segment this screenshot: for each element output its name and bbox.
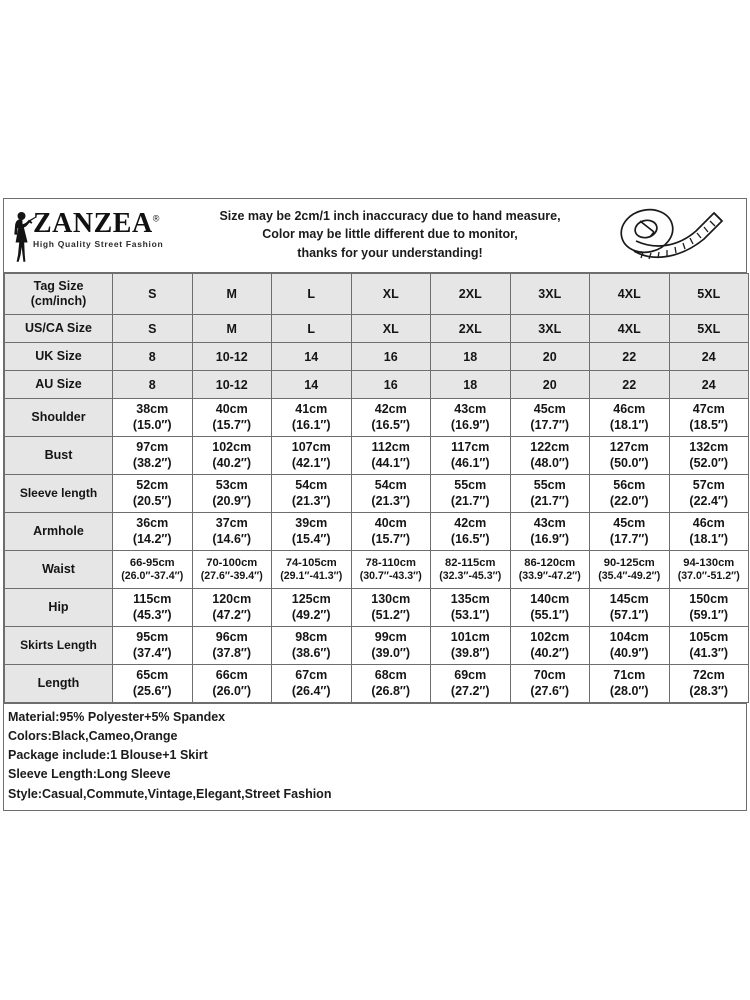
row-label-waist: Waist	[5, 551, 113, 589]
cell-au-size-5xl: 24	[669, 371, 749, 399]
cell-value-cm: 37cm	[215, 515, 248, 530]
cell-waist-l	[272, 551, 352, 589]
cell-value-cm: 42cm	[374, 401, 407, 416]
row-label-uk-size: UK Size	[5, 343, 113, 371]
cell-value-inch: (20.5″)	[132, 493, 172, 508]
cell-value-cm: 36cm	[136, 515, 169, 530]
cell-value-inch: (25.6″)	[132, 683, 172, 698]
cell-au-size-xl: 16	[351, 371, 431, 399]
cell-value-cm: 70cm	[533, 667, 566, 682]
cell-au-size-l: 14	[272, 371, 352, 399]
cell-value-cm: 104cm	[609, 629, 649, 644]
cell-value-cm: 39cm	[295, 515, 328, 530]
cell-value-inch: (40.9″)	[609, 645, 649, 660]
cell-value-cm: 132cm	[689, 439, 729, 454]
row-label-hip: Hip	[5, 589, 113, 627]
cell-value-cm: 115cm	[133, 591, 172, 606]
row-label-line-2: (cm/inch)	[30, 294, 87, 308]
cell-tag-size-4xl: 4XL	[590, 274, 670, 315]
cell-value-inch: (14.2″)	[132, 531, 172, 546]
cell-value-inch: (27.6″-39.4″)	[200, 569, 263, 582]
table-row-length	[5, 665, 749, 703]
cell-value-inch: (39.0″)	[371, 645, 411, 660]
cell-value-cm: 41cm	[295, 401, 328, 416]
cell-us-ca-size-l: L	[272, 315, 352, 343]
row-label-us-ca-size: US/CA Size	[5, 315, 113, 343]
cell-us-ca-size-xl: XL	[351, 315, 431, 343]
cell-hip-s	[113, 589, 193, 627]
cell-value-cm: 55cm	[454, 477, 487, 492]
size-chart-frame	[3, 198, 747, 811]
table-row-tag-size	[5, 274, 749, 315]
cell-us-ca-size-3xl: 3XL	[510, 315, 590, 343]
cell-value-inch: (40.2″)	[530, 645, 570, 660]
cell-length-2xl	[431, 665, 511, 703]
cell-value-cm: 102cm	[212, 439, 252, 454]
spec-package: Package include:1 Blouse+1 Skirt	[8, 748, 208, 763]
cell-value-cm: 67cm	[295, 667, 328, 682]
cell-bust-5xl	[669, 437, 749, 475]
cell-value-inch: (28.0″)	[609, 683, 649, 698]
cell-uk-size-5xl: 24	[669, 343, 749, 371]
brand-name	[33, 210, 160, 238]
cell-value-cm: 46cm	[613, 401, 646, 416]
cell-length-4xl	[590, 665, 670, 703]
cell-value-cm: 94-130cm	[683, 556, 735, 569]
cell-value-inch: (40.2″)	[212, 455, 252, 470]
table-row-hip	[5, 589, 749, 627]
cell-value-cm: 45cm	[613, 515, 646, 530]
cell-value-cm: 54cm	[374, 477, 407, 492]
cell-value-inch: (16.9″)	[450, 417, 490, 432]
cell-value-cm: 38cm	[136, 401, 169, 416]
cell-armhole-4xl	[590, 513, 670, 551]
cell-uk-size-xl: 16	[351, 343, 431, 371]
cell-length-3xl	[510, 665, 590, 703]
cell-value-cm: 57cm	[692, 477, 725, 492]
cell-waist-m	[192, 551, 272, 589]
cell-value-inch: (50.0″)	[609, 455, 649, 470]
cell-au-size-2xl: 18	[431, 371, 511, 399]
cell-tag-size-5xl: 5XL	[669, 274, 749, 315]
cell-us-ca-size-4xl: 4XL	[590, 315, 670, 343]
cell-value-inch: (48.0″)	[530, 455, 570, 470]
cell-value-inch: (59.1″)	[689, 607, 729, 622]
cell-value-cm: 69cm	[454, 667, 487, 682]
cell-value-cm: 97cm	[136, 439, 169, 454]
cell-length-5xl	[669, 665, 749, 703]
cell-armhole-s	[113, 513, 193, 551]
cell-value-cm: 71cm	[613, 667, 646, 682]
disclaimer-line-2: Color may be little different due to monitor,	[262, 227, 518, 242]
cell-value-cm: 120cm	[212, 591, 252, 606]
cell-value-inch: (18.5″)	[689, 417, 729, 432]
cell-uk-size-2xl: 18	[431, 343, 511, 371]
cell-value-cm: 112cm	[371, 439, 410, 454]
cell-value-cm: 127cm	[609, 439, 649, 454]
cell-sleeve-length-5xl	[669, 475, 749, 513]
cell-value-cm: 66cm	[215, 667, 248, 682]
cell-uk-size-4xl: 22	[590, 343, 670, 371]
cell-skirts-length-m	[192, 627, 272, 665]
cell-armhole-5xl	[669, 513, 749, 551]
cell-value-cm: 99cm	[374, 629, 407, 644]
cell-value-cm: 122cm	[530, 439, 570, 454]
cell-hip-xl	[351, 589, 431, 627]
cell-value-cm: 117cm	[451, 439, 490, 454]
cell-value-inch: (26.4″)	[291, 683, 331, 698]
cell-value-cm: 43cm	[454, 401, 487, 416]
cell-value-cm: 96cm	[215, 629, 248, 644]
cell-value-inch: (16.5″)	[371, 417, 411, 432]
cell-value-inch: (14.6″)	[212, 531, 252, 546]
cell-hip-m	[192, 589, 272, 627]
cell-value-inch: (42.1″)	[291, 455, 331, 470]
cell-waist-3xl	[510, 551, 590, 589]
cell-bust-xl	[351, 437, 431, 475]
table-row-armhole	[5, 513, 749, 551]
cell-au-size-3xl: 20	[510, 371, 590, 399]
cell-uk-size-l: 14	[272, 343, 352, 371]
cell-sleeve-length-xl	[351, 475, 431, 513]
cell-value-inch: (32.3″-45.3″)	[439, 569, 502, 582]
cell-value-inch: (27.2″)	[450, 683, 490, 698]
disclaimer-line-3: thanks for your understanding!	[297, 245, 483, 260]
cell-shoulder-5xl	[669, 399, 749, 437]
cell-value-inch: (52.0″)	[689, 455, 729, 470]
row-label-bust: Bust	[5, 437, 113, 475]
cell-value-inch: (57.1″)	[609, 607, 649, 622]
cell-tag-size-l: L	[272, 274, 352, 315]
chart-header-banner	[4, 199, 746, 273]
cell-armhole-3xl	[510, 513, 590, 551]
cell-length-xl	[351, 665, 431, 703]
cell-value-inch: (41.3″)	[689, 645, 729, 660]
row-label-line-1: Tag Size	[33, 279, 84, 294]
cell-value-inch: (26.8″)	[371, 683, 411, 698]
cell-shoulder-s	[113, 399, 193, 437]
cell-value-cm: 78-110cm	[365, 556, 416, 569]
cell-tag-size-s: S	[113, 274, 193, 315]
cell-skirts-length-xl	[351, 627, 431, 665]
cell-us-ca-size-2xl: 2XL	[431, 315, 511, 343]
row-label-au-size: AU Size	[5, 371, 113, 399]
cell-value-cm: 90-125cm	[603, 556, 655, 569]
cell-value-inch: (49.2″)	[291, 607, 331, 622]
measuring-tape-icon	[596, 207, 746, 265]
cell-shoulder-m	[192, 399, 272, 437]
cell-value-inch: (37.4″)	[132, 645, 172, 660]
cell-value-cm: 130cm	[371, 591, 411, 606]
spec-sleeve-length: Sleeve Length:Long Sleeve	[8, 767, 171, 782]
cell-length-l	[272, 665, 352, 703]
table-row-us-ca-size	[5, 315, 749, 343]
cell-shoulder-2xl	[431, 399, 511, 437]
brand-logo	[4, 208, 184, 263]
cell-skirts-length-4xl	[590, 627, 670, 665]
cell-hip-4xl	[590, 589, 670, 627]
cell-value-inch: (44.1″)	[371, 455, 411, 470]
cell-length-m	[192, 665, 272, 703]
cell-value-cm: 95cm	[136, 629, 169, 644]
cell-value-inch: (26.0″-37.4″)	[121, 569, 184, 582]
cell-shoulder-4xl	[590, 399, 670, 437]
cell-value-cm: 102cm	[530, 629, 570, 644]
cell-value-inch: (53.1″)	[450, 607, 490, 622]
cell-skirts-length-l	[272, 627, 352, 665]
cell-value-cm: 135cm	[450, 591, 490, 606]
cell-value-inch: (38.2″)	[132, 455, 172, 470]
table-row-shoulder	[5, 399, 749, 437]
cell-value-inch: (28.3″)	[689, 683, 729, 698]
cell-uk-size-m: 10-12	[192, 343, 272, 371]
cell-value-cm: 52cm	[136, 477, 169, 492]
cell-value-cm: 145cm	[609, 591, 649, 606]
cell-value-inch: (30.7″-43.3″)	[359, 569, 422, 582]
cell-us-ca-size-m: M	[192, 315, 272, 343]
brand-tagline: High Quality Street Fashion	[33, 239, 164, 249]
cell-tag-size-2xl: 2XL	[431, 274, 511, 315]
cell-au-size-s: 8	[113, 371, 193, 399]
cell-value-inch: (21.7″)	[450, 493, 490, 508]
cell-tag-size-m: M	[192, 274, 272, 315]
cell-us-ca-size-s: S	[113, 315, 193, 343]
cell-value-cm: 66-95cm	[129, 556, 175, 569]
spec-colors: Colors:Black,Cameo,Orange	[8, 729, 178, 744]
cell-value-inch: (21.3″)	[371, 493, 411, 508]
spec-material: Material:95% Polyester+5% Spandex	[8, 710, 226, 724]
cell-shoulder-l	[272, 399, 352, 437]
cell-skirts-length-3xl	[510, 627, 590, 665]
cell-value-inch: (16.1″)	[291, 417, 331, 432]
cell-hip-l	[272, 589, 352, 627]
cell-hip-2xl	[431, 589, 511, 627]
cell-value-inch: (21.7″)	[530, 493, 570, 508]
cell-sleeve-length-2xl	[431, 475, 511, 513]
cell-value-cm: 47cm	[692, 401, 725, 416]
cell-value-inch: (35.4″-49.2″)	[598, 569, 661, 582]
cell-value-inch: (18.1″)	[609, 417, 649, 432]
cell-value-inch: (18.1″)	[689, 531, 729, 546]
cell-value-inch: (29.1″-41.3″)	[280, 569, 343, 582]
cell-value-inch: (55.1″)	[530, 607, 570, 622]
cell-us-ca-size-5xl: 5XL	[669, 315, 749, 343]
cell-value-inch: (20.9″)	[212, 493, 252, 508]
cell-value-inch: (38.6″)	[291, 645, 331, 660]
cell-value-inch: (15.7″)	[212, 417, 252, 432]
registered-trademark-icon: ®	[152, 213, 160, 224]
cell-shoulder-3xl	[510, 399, 590, 437]
cell-value-cm: 55cm	[533, 477, 566, 492]
cell-waist-s	[113, 551, 193, 589]
cell-value-cm: 42cm	[454, 515, 487, 530]
cell-sleeve-length-m	[192, 475, 272, 513]
cell-uk-size-s: 8	[113, 343, 193, 371]
cell-value-inch: (33.9″-47.2″)	[518, 569, 581, 582]
disclaimer-notes	[184, 207, 596, 263]
table-row-bust	[5, 437, 749, 475]
cell-value-inch: (27.6″)	[530, 683, 570, 698]
cell-value-cm: 101cm	[450, 629, 490, 644]
cell-value-cm: 70-100cm	[206, 556, 258, 569]
cell-value-inch: (45.3″)	[132, 607, 172, 622]
cell-armhole-2xl	[431, 513, 511, 551]
cell-waist-5xl	[669, 551, 749, 589]
cell-value-inch: (21.3″)	[291, 493, 331, 508]
cell-armhole-m	[192, 513, 272, 551]
cell-bust-m	[192, 437, 272, 475]
cell-value-cm: 150cm	[689, 591, 729, 606]
cell-skirts-length-5xl	[669, 627, 749, 665]
row-label-shoulder: Shoulder	[5, 399, 113, 437]
cell-au-size-m: 10-12	[192, 371, 272, 399]
cell-value-inch: (17.7″)	[609, 531, 649, 546]
spec-style: Style:Casual,Commute,Vintage,Elegant,Street Fashion	[8, 786, 332, 801]
cell-value-inch: (37.0″-51.2″)	[677, 569, 740, 582]
cell-value-cm: 107cm	[291, 439, 331, 454]
row-label-tag-size	[5, 274, 113, 315]
cell-hip-3xl	[510, 589, 590, 627]
table-row-waist	[5, 551, 749, 589]
cell-sleeve-length-l	[272, 475, 352, 513]
cell-sleeve-length-s	[113, 475, 193, 513]
cell-waist-4xl	[590, 551, 670, 589]
cell-value-inch: (51.2″)	[371, 607, 411, 622]
row-label-armhole: Armhole	[5, 513, 113, 551]
cell-au-size-4xl: 22	[590, 371, 670, 399]
brand-name-text: ZANZEA	[33, 208, 153, 239]
cell-value-inch: (46.1″)	[450, 455, 490, 470]
cell-hip-5xl	[669, 589, 749, 627]
cell-value-cm: 68cm	[374, 667, 407, 682]
cell-value-inch: (15.4″)	[291, 531, 331, 546]
cell-value-inch: (15.7″)	[371, 531, 411, 546]
disclaimer-line-1: Size may be 2cm/1 inch inaccuracy due to hand measure,	[219, 209, 561, 224]
cell-value-cm: 53cm	[215, 477, 248, 492]
cell-length-s	[113, 665, 193, 703]
cell-value-cm: 140cm	[530, 591, 570, 606]
cell-value-inch: (15.0″)	[132, 417, 172, 432]
cell-value-inch: (22.4″)	[689, 493, 729, 508]
table-row-skirts-length	[5, 627, 749, 665]
cell-waist-xl	[351, 551, 431, 589]
size-table	[4, 273, 749, 703]
cell-value-cm: 45cm	[533, 401, 566, 416]
cell-value-cm: 56cm	[613, 477, 646, 492]
cell-value-inch: (22.0″)	[609, 493, 649, 508]
cell-value-cm: 54cm	[295, 477, 328, 492]
cell-value-inch: (37.8″)	[212, 645, 252, 660]
cell-value-cm: 86-120cm	[524, 556, 576, 569]
cell-armhole-l	[272, 513, 352, 551]
cell-bust-s	[113, 437, 193, 475]
cell-value-cm: 46cm	[692, 515, 725, 530]
cell-value-cm: 74-105cm	[285, 556, 337, 569]
cell-uk-size-3xl: 20	[510, 343, 590, 371]
product-specs	[4, 703, 746, 810]
brand-wordmark	[33, 210, 163, 249]
cell-value-inch: (47.2″)	[212, 607, 252, 622]
cell-bust-3xl	[510, 437, 590, 475]
cell-sleeve-length-4xl	[590, 475, 670, 513]
cell-tag-size-3xl: 3XL	[510, 274, 590, 315]
table-row-uk-size	[5, 343, 749, 371]
table-row-au-size	[5, 371, 749, 399]
cell-value-cm: 105cm	[689, 629, 729, 644]
cell-value-cm: 65cm	[136, 667, 169, 682]
table-row-sleeve-length	[5, 475, 749, 513]
cell-value-inch: (39.8″)	[450, 645, 490, 660]
cell-sleeve-length-3xl	[510, 475, 590, 513]
cell-value-cm: 125cm	[291, 591, 331, 606]
cell-value-inch: (26.0″)	[212, 683, 252, 698]
cell-value-inch: (17.7″)	[530, 417, 570, 432]
cell-value-cm: 98cm	[295, 629, 328, 644]
row-label-skirts-length: Skirts Length	[5, 627, 113, 665]
cell-value-cm: 82-115cm	[445, 556, 496, 569]
cell-skirts-length-2xl	[431, 627, 511, 665]
cell-value-inch: (16.5″)	[450, 531, 490, 546]
cell-waist-2xl	[431, 551, 511, 589]
cell-value-inch: (16.9″)	[530, 531, 570, 546]
cell-tag-size-xl: XL	[351, 274, 431, 315]
cell-value-cm: 40cm	[374, 515, 407, 530]
cell-bust-4xl	[590, 437, 670, 475]
cell-skirts-length-s	[113, 627, 193, 665]
cell-value-cm: 43cm	[533, 515, 566, 530]
row-label-length: Length	[5, 665, 113, 703]
cell-armhole-xl	[351, 513, 431, 551]
cell-shoulder-xl	[351, 399, 431, 437]
cell-value-cm: 72cm	[692, 667, 725, 682]
cell-value-cm: 40cm	[215, 401, 248, 416]
cell-bust-2xl	[431, 437, 511, 475]
cell-bust-l	[272, 437, 352, 475]
row-label-sleeve-length: Sleeve length	[5, 475, 113, 513]
